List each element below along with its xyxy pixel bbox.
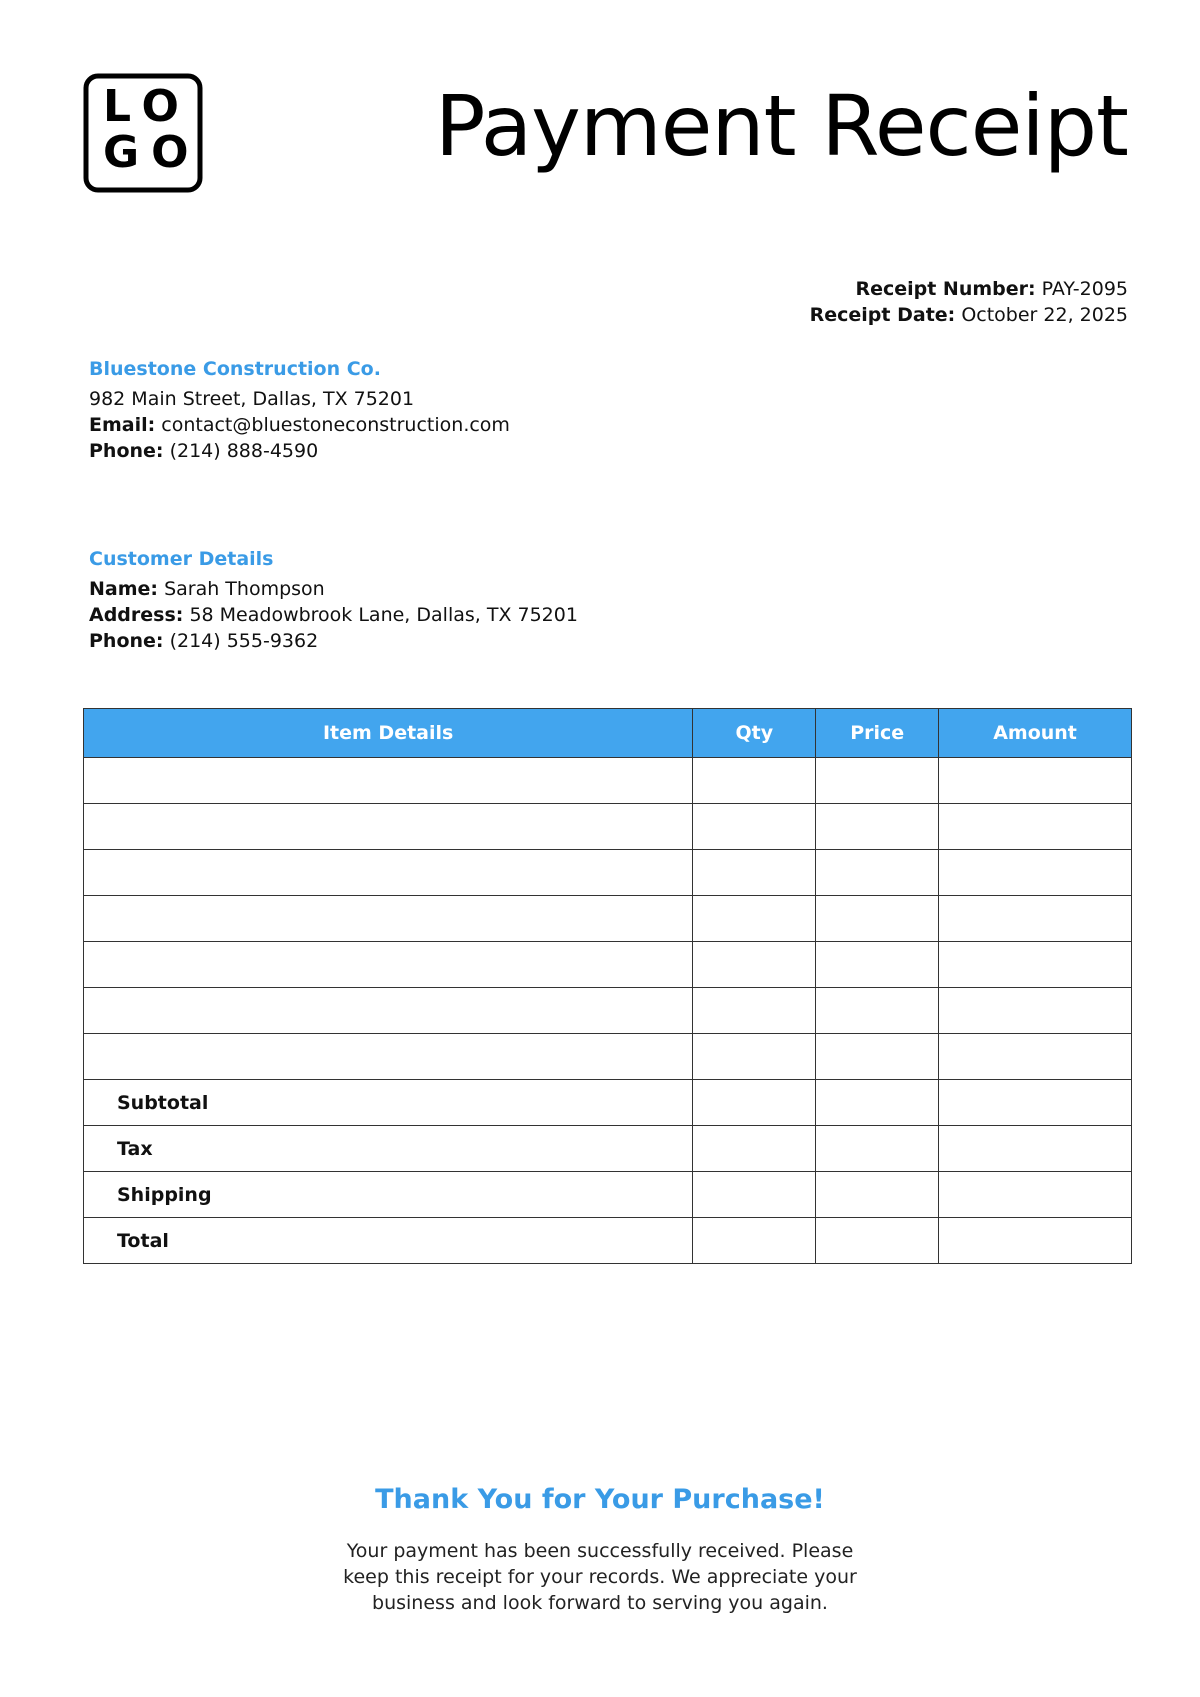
logo <box>83 73 203 193</box>
company-phone-label: Phone: <box>89 440 164 462</box>
customer-address: 58 Meadowbrook Lane, Dallas, TX 75201 <box>189 604 578 626</box>
company-email-label: Email: <box>89 414 156 436</box>
col-header-qty: Qty <box>693 709 816 758</box>
tax-amount <box>939 1126 1132 1172</box>
item-cell <box>84 988 693 1034</box>
table-row <box>84 850 1132 896</box>
table-row <box>84 988 1132 1034</box>
shipping-price <box>816 1172 939 1218</box>
items-table <box>83 708 1132 1264</box>
total-row <box>84 1218 1132 1264</box>
table-row <box>84 942 1132 988</box>
receipt-date-label: Receipt Date: <box>809 304 956 326</box>
company-email: contact@bluestoneconstruction.com <box>161 414 510 436</box>
item-cell <box>84 942 693 988</box>
price-cell <box>816 804 939 850</box>
logo-line-2: GO <box>103 127 201 178</box>
company-info <box>89 356 510 464</box>
qty-cell <box>693 1034 816 1080</box>
subtotal-qty <box>693 1080 816 1126</box>
thank-you-heading: Thank You for Your Purchase! <box>375 1484 825 1515</box>
item-cell <box>84 850 693 896</box>
item-cell <box>84 804 693 850</box>
amount-cell <box>939 758 1132 804</box>
shipping-amount <box>939 1172 1132 1218</box>
total-qty <box>693 1218 816 1264</box>
col-header-price: Price <box>816 709 939 758</box>
qty-cell <box>693 896 816 942</box>
tax-price <box>816 1126 939 1172</box>
tax-label: Tax <box>84 1126 693 1172</box>
amount-cell <box>939 1034 1132 1080</box>
customer-phone: (214) 555-9362 <box>169 630 319 652</box>
amount-cell <box>939 988 1132 1034</box>
receipt-date: October 22, 2025 <box>961 304 1128 326</box>
price-cell <box>816 850 939 896</box>
amount-cell <box>939 942 1132 988</box>
customer-heading: Customer Details <box>89 548 274 570</box>
item-cell <box>84 758 693 804</box>
receipt-meta <box>810 276 1128 328</box>
customer-phone-label: Phone: <box>89 630 164 652</box>
company-phone: (214) 888-4590 <box>169 440 319 462</box>
subtotal-label: Subtotal <box>84 1080 693 1126</box>
price-cell <box>816 758 939 804</box>
logo-mark <box>83 73 203 193</box>
amount-cell <box>939 804 1132 850</box>
item-cell <box>84 896 693 942</box>
qty-cell <box>693 804 816 850</box>
table-row <box>84 896 1132 942</box>
company-name: Bluestone Construction Co. <box>89 358 381 380</box>
table-row <box>84 804 1132 850</box>
table-row <box>84 1034 1132 1080</box>
shipping-qty <box>693 1172 816 1218</box>
tax-row <box>84 1126 1132 1172</box>
receipt-number-row <box>810 276 1128 302</box>
table-header-row <box>84 709 1132 758</box>
qty-cell <box>693 758 816 804</box>
price-cell <box>816 942 939 988</box>
table-row <box>84 758 1132 804</box>
total-label: Total <box>84 1218 693 1264</box>
customer-name-label: Name: <box>89 578 159 600</box>
col-header-amount: Amount <box>939 709 1132 758</box>
qty-cell <box>693 850 816 896</box>
page-title: Payment Receipt <box>434 77 1128 175</box>
price-cell <box>816 988 939 1034</box>
customer-address-row <box>89 602 578 628</box>
company-phone-row <box>89 438 510 464</box>
amount-cell <box>939 850 1132 896</box>
tax-qty <box>693 1126 816 1172</box>
total-amount <box>939 1218 1132 1264</box>
receipt-number: PAY-2095 <box>1041 278 1128 300</box>
logo-line-1: LO <box>103 81 191 132</box>
thank-you-message: Your payment has been successfully received. Please keep this receipt for your records. We appreciate your business and look forward to serving you again. <box>343 1540 857 1614</box>
shipping-row <box>84 1172 1132 1218</box>
customer-address-label: Address: <box>89 604 184 626</box>
customer-phone-row <box>89 628 578 654</box>
shipping-label: Shipping <box>84 1172 693 1218</box>
receipt-number-label: Receipt Number: <box>855 278 1036 300</box>
subtotal-row <box>84 1080 1132 1126</box>
col-header-item-details: Item Details <box>84 709 693 758</box>
customer-name: Sarah Thompson <box>164 578 325 600</box>
company-address: 982 Main Street, Dallas, TX 75201 <box>89 388 415 410</box>
total-price <box>816 1218 939 1264</box>
receipt-date-row <box>810 302 1128 328</box>
price-cell <box>816 1034 939 1080</box>
qty-cell <box>693 988 816 1034</box>
customer-details <box>89 546 578 654</box>
company-email-row <box>89 412 510 438</box>
subtotal-amount <box>939 1080 1132 1126</box>
qty-cell <box>693 942 816 988</box>
item-cell <box>84 1034 693 1080</box>
price-cell <box>816 896 939 942</box>
amount-cell <box>939 896 1132 942</box>
customer-name-row <box>89 576 578 602</box>
subtotal-price <box>816 1080 939 1126</box>
